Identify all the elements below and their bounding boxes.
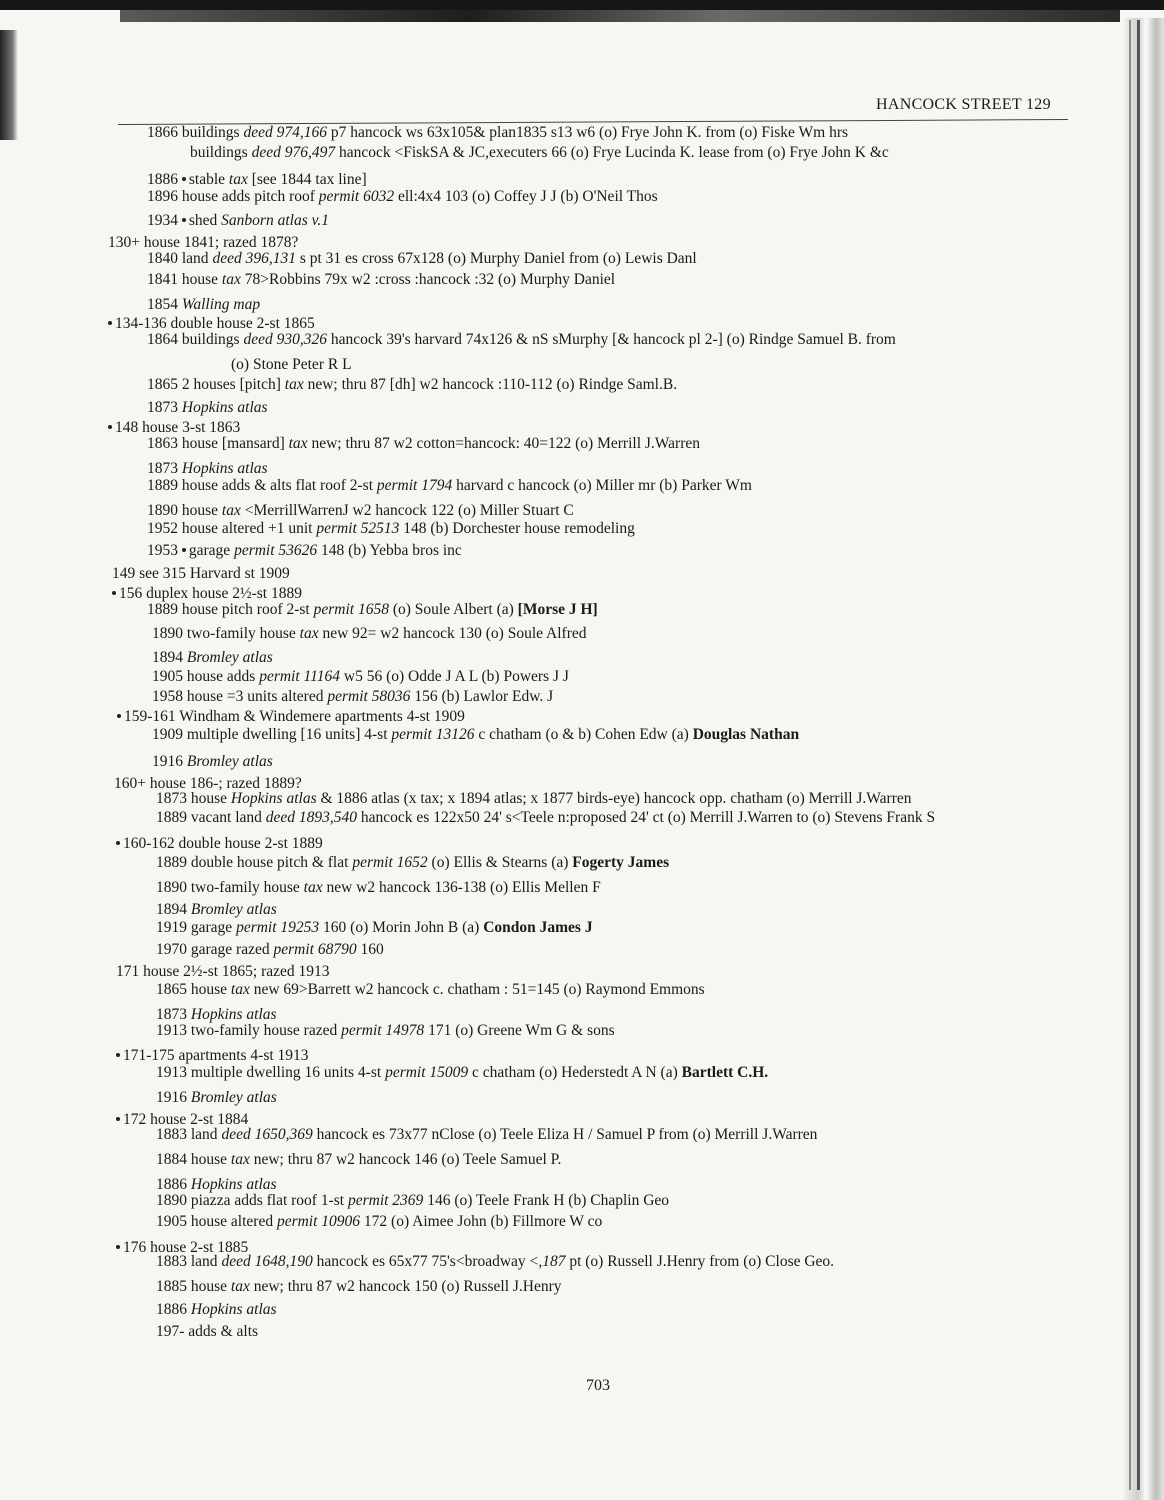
entry-line: 1894 Bromley atlas [152,649,273,666]
entry-line: 1916 Bromley atlas [156,1089,277,1106]
entry-line: 1873 Hopkins atlas [147,399,268,416]
entry-line: 171 house 2½-st 1865; razed 1913 [116,963,330,980]
entry-line: 1865 2 houses [pitch] tax new; thru 87 [dh] w2 hancock :110-112 (o) Rindge Saml.B. [147,376,678,393]
entry-line: 149 see 315 Harvard st 1909 [112,565,290,582]
entry-line: 130+ house 1841; razed 1878? [108,234,299,251]
entry-line: buildings deed 976,497 hancock <FiskSA & JC,executers 66 (o) Frye Lucinda K. lease from (o) Frye John K &c [190,144,889,161]
entry-line: 1958 house =3 units altered permit 58036 156 (b) Lawlor Edw. J [152,688,554,705]
entry-line: 1865 house tax new 69>Barrett w2 hancock c. chatham : 51=145 (o) Raymond Emmons [156,981,705,998]
entry-line: 1890 piazza adds flat roof 1-st permit 2369 146 (o) Teele Frank H (b) Chaplin Geo [156,1192,670,1209]
entry-line: 1866 buildings deed 974,166 p7 hancock ws 63x105& plan1835 s13 w6 (o) Frye John K. from (o) Fiske Wm hrs [147,124,849,141]
entry-line: 1886 Hopkins atlas [156,1176,277,1193]
entry-line: 1905 house adds permit 11164 w5 56 (o) Odde J A L (b) Powers J J [152,668,569,685]
entry-line: 1885 house tax new; thru 87 w2 hancock 150 (o) Russell J.Henry [156,1278,562,1295]
entry-line: 1909 multiple dwelling [16 units] 4-st permit 13126 c chatham (o & b) Cohen Edw (a) Douglas Nathan [152,726,800,743]
entry-line: 1913 multiple dwelling 16 units 4-st permit 15009 c chatham (o) Hederstedt A N (a) Bartlett C.H. [156,1064,769,1081]
entry-line: 1916 Bromley atlas [152,753,273,770]
entry-line: 160+ house 186-; razed 1889? [114,775,302,792]
entry-line: 1886 stable tax [see 1844 tax line] [147,171,367,188]
entry-line: 1919 garage permit 19253 160 (o) Morin John B (a) Condon James J [156,919,593,936]
entry-line: 159-161 Windham & Windemere apartments 4-st 1909 [117,707,465,726]
entry-line: 1889 house pitch roof 2-st permit 1658 (o) Soule Albert (a) [Morse J H] [147,601,598,618]
entry-line: 1854 Walling map [147,296,261,313]
page-number: 703 [586,1377,610,1394]
entry-line: 1840 land deed 396,131 s pt 31 es cross 67x128 (o) Murphy Daniel from (o) Lewis Danl [147,250,697,267]
entry-line: 172 house 2-st 1884 [116,1110,248,1129]
entry-line: 1970 garage razed permit 68790 160 [156,941,384,958]
entry-line: 1952 house altered +1 unit permit 52513 148 (b) Dorchester house remodeling [147,520,635,537]
entry-line: (o) Stone Peter R L [231,356,352,373]
entry-line: 148 house 3-st 1863 [108,418,240,437]
entry-line: 171-175 apartments 4-st 1913 [116,1046,309,1065]
entry-line: 1883 land deed 1648,190 hancock es 65x77 75's<broadway <,187 pt (o) Russell J.Henry from (o) Close Geo. [156,1253,835,1270]
entry-line: 1873 Hopkins atlas [156,1006,277,1023]
entry-line: 1864 buildings deed 930,326 hancock 39's harvard 74x126 & nS sMurphy [& hancock pl 2-] (o) Rindge Samuel B. from [147,331,896,348]
entry-line: 134-136 double house 2-st 1865 [108,314,315,333]
entry-line: 1884 house tax new; thru 87 w2 hancock 146 (o) Teele Samuel P. [156,1151,562,1168]
entry-line: 1953 garage permit 53626 148 (b) Yebba bros inc [147,542,462,559]
entry-line: 1890 two-family house tax new 92= w2 hancock 130 (o) Soule Alfred [152,625,587,642]
entry-line: 1913 two-family house razed permit 14978 171 (o) Greene Wm G & sons [156,1022,615,1039]
entry-line: 1889 double house pitch & flat permit 1652 (o) Ellis & Stearns (a) Fogerty James [156,854,670,871]
entry-line: 1894 Bromley atlas [156,901,277,918]
running-head: HANCOCK STREET 129 [876,96,1051,113]
entry-line: 1883 land deed 1650,369 hancock es 73x77 nClose (o) Teele Eliza H / Samuel P from (o) Merrill J.Warren [156,1126,818,1143]
entry-line: 1841 house tax 78>Robbins 79x w2 :cross :hancock :32 (o) Murphy Daniel [147,271,616,288]
entry-line: 156 duplex house 2½-st 1889 [112,584,302,603]
entry-line: 1873 Hopkins atlas [147,460,268,477]
entry-line: 1905 house altered permit 10906 172 (o) Aimee John (b) Fillmore W co [156,1213,603,1230]
entry-line: 1863 house [mansard] tax new; thru 87 w2 cotton=hancock: 40=122 (o) Merrill J.Warren [147,435,701,452]
entry-line: 1873 house Hopkins atlas & 1886 atlas (x tax; x 1894 atlas; x 1877 birds-eye) hancock opp. chatham (o) Merrill J.Warren [156,790,912,807]
entry-line: 1886 Hopkins atlas [156,1301,277,1318]
entry-line: 1890 house tax <MerrillWarrenJ w2 hancock 122 (o) Miller Stuart C [147,502,574,519]
entry-line: 160-162 double house 2-st 1889 [116,834,323,853]
entry-line: 176 house 2-st 1885 [116,1238,248,1257]
entry-line: 197- adds & alts [156,1323,259,1340]
entry-line: 1896 house adds pitch roof permit 6032 ell:4x4 103 (o) Coffey J J (b) O'Neil Thos [147,188,658,205]
entry-line: 1889 vacant land deed 1893,540 hancock es 122x50 24' s<Teele n:proposed 24' ct (o) Merrill J.Warren to (o) Stevens Frank S [156,809,936,826]
entry-line: 1889 house adds & alts flat roof 2-st permit 1794 harvard c hancock (o) Miller mr (b) Parker Wm [147,477,752,494]
entry-line: 1934 shed Sanborn atlas v.1 [147,212,329,229]
entry-line: 1890 two-family house tax new w2 hancock 136-138 (o) Ellis Mellen F [156,879,601,896]
